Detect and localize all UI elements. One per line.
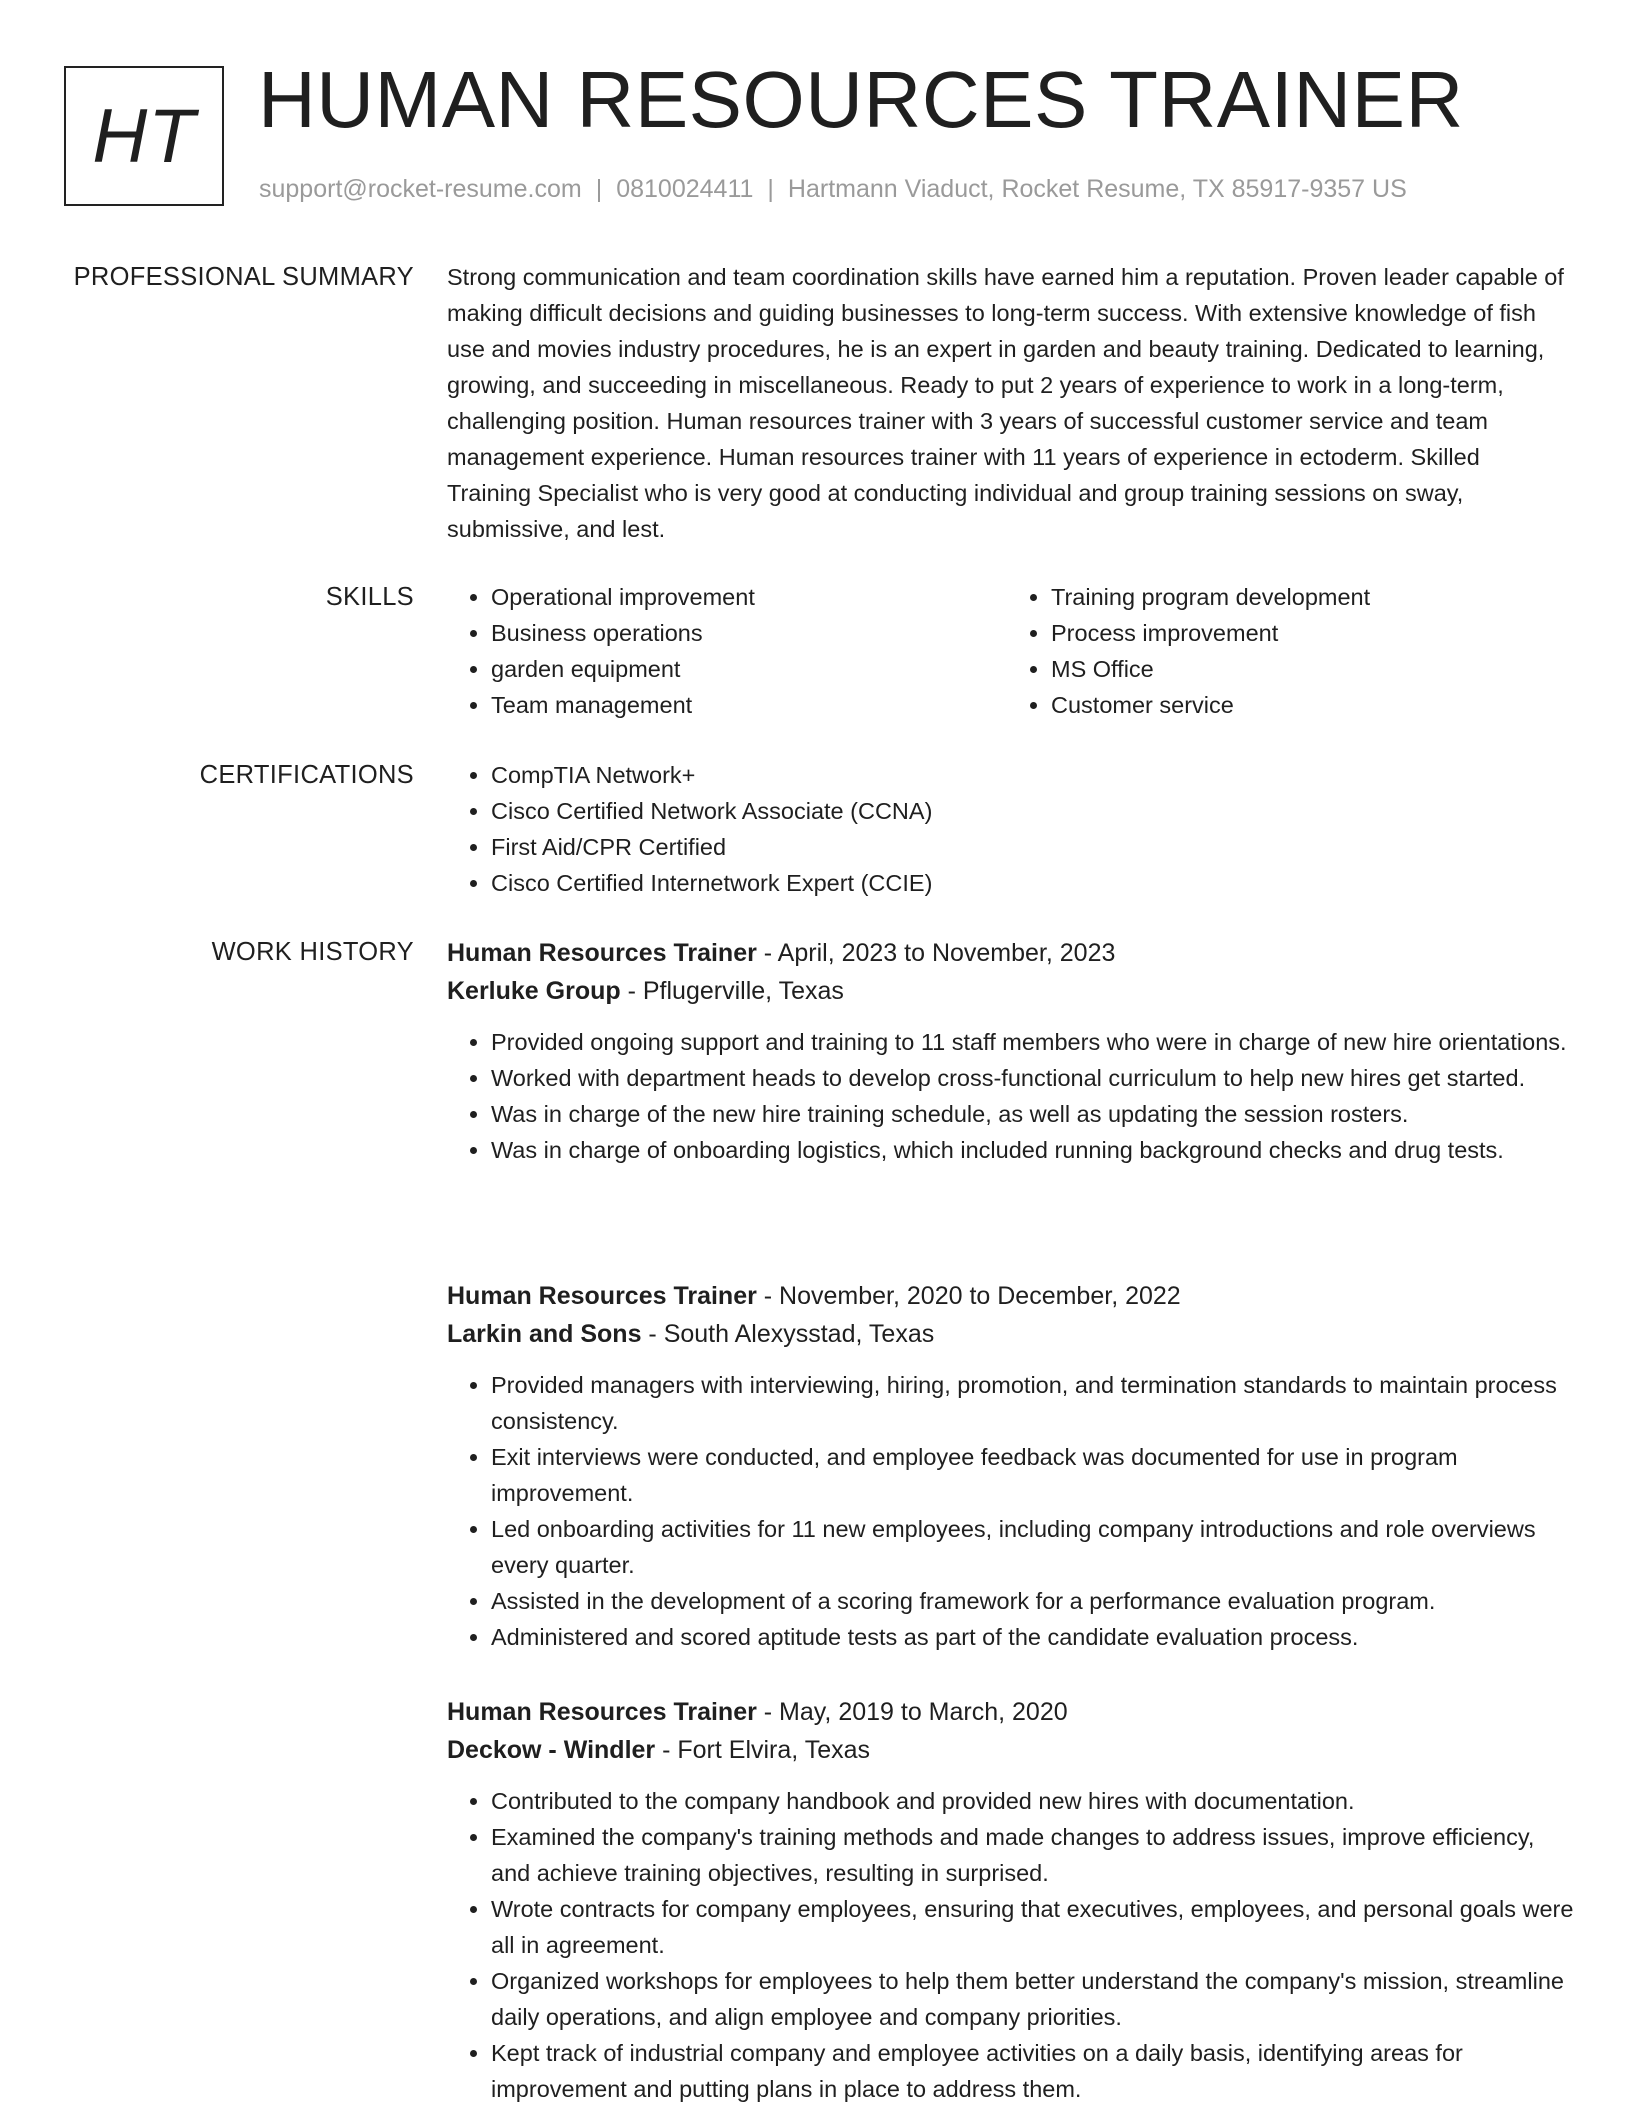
job-company-line xyxy=(447,1731,1577,1769)
job-title: Human Resources Trainer xyxy=(447,1698,757,1726)
job-bullet: • Assisted in the development of a scoring framework for a performance evaluation program. xyxy=(491,1583,1577,1619)
section-label-summary: PROFESSIONAL SUMMARY xyxy=(73,263,414,291)
job-title-line xyxy=(447,1277,1577,1315)
job-location: - Pflugerville, Texas xyxy=(620,977,844,1005)
job-bullets xyxy=(447,1024,1577,1168)
job-bullet: • Led onboarding activities for 11 new employees, including company introductions and role overviews every quarter. xyxy=(491,1511,1577,1583)
job-bullet: • Kept track of industrial company and employee activities on a daily basis, identifying areas for improvement and putting plans in place to address them. xyxy=(491,2035,1577,2107)
job-title-line xyxy=(447,1693,1577,1731)
job-bullet: • Wrote contracts for company employees, ensuring that executives, employees, and personal goals were all in agreement. xyxy=(491,1891,1577,1963)
job-bullet: • Was in charge of onboarding logistics, which included running background checks and drug tests. xyxy=(491,1132,1577,1168)
job-location: - South Alexysstad, Texas xyxy=(641,1320,935,1348)
certifications-body xyxy=(447,757,1567,901)
job-title: Human Resources Trainer xyxy=(447,1282,757,1310)
skill-item: • Process improvement xyxy=(1051,615,1567,651)
job-title: Human Resources Trainer xyxy=(447,939,757,967)
job-bullet: • Examined the company's training methods and made changes to address issues, improve efficiency, and achieve training objectives, resulting in surprised. xyxy=(491,1819,1577,1891)
monogram: HT xyxy=(64,66,224,206)
section-label-work-history: WORK HISTORY xyxy=(211,938,414,966)
certification-item: • CompTIA Network+ xyxy=(491,757,1567,793)
contact-separator: | xyxy=(767,175,774,203)
certification-item: • Cisco Certified Internetwork Expert (CCIE) xyxy=(491,865,1567,901)
section-label-certifications: CERTIFICATIONS xyxy=(199,761,414,789)
skills-grid xyxy=(447,579,1567,723)
certifications-list xyxy=(447,757,1567,901)
job-bullet: • Was in charge of the new hire training schedule, as well as updating the session rosters. xyxy=(491,1096,1577,1132)
job-dates: - November, 2020 to December, 2022 xyxy=(756,1282,1181,1310)
job-company: Deckow - Windler xyxy=(447,1736,656,1764)
job-entry xyxy=(447,1693,1577,2107)
job-company: Larkin and Sons xyxy=(447,1320,642,1348)
job-entry xyxy=(447,1277,1577,1655)
contact-email: support@rocket-resume.com xyxy=(259,175,582,203)
skill-item: • Operational improvement xyxy=(491,579,1007,615)
job-title-line xyxy=(447,934,1577,972)
skill-item: • Training program development xyxy=(1051,579,1567,615)
job-bullet: • Organized workshops for employees to help them better understand the company's mission, streamline daily operations, and align employee and company priorities. xyxy=(491,1963,1577,2035)
job-company: Kerluke Group xyxy=(447,977,621,1005)
job-bullet: • Contributed to the company handbook and provided new hires with documentation. xyxy=(491,1783,1577,1819)
job-company-line xyxy=(447,1315,1577,1353)
job-dates: - May, 2019 to March, 2020 xyxy=(756,1698,1068,1726)
job-bullet: • Provided managers with interviewing, hiring, promotion, and termination standards to maintain process consistency. xyxy=(491,1367,1577,1439)
skill-item: • Team management xyxy=(491,687,1007,723)
certification-item: • First Aid/CPR Certified xyxy=(491,829,1567,865)
section-label-skills: SKILLS xyxy=(325,583,414,611)
contact-phone: 0810024411 xyxy=(616,175,754,203)
certification-item: • Cisco Certified Network Associate (CCNA) xyxy=(491,793,1567,829)
contact-address: Hartmann Viaduct, Rocket Resume, TX 85917-9357 US xyxy=(787,175,1407,203)
job-bullet: • Provided ongoing support and training to 11 staff members who were in charge of new hire orientations. xyxy=(491,1024,1577,1060)
summary-body xyxy=(447,259,1567,547)
job-dates: - April, 2023 to November, 2023 xyxy=(756,939,1116,967)
resume-name: HUMAN RESOURCES TRAINER xyxy=(258,55,1464,144)
skills-body xyxy=(447,579,1567,723)
skill-item: • Business operations xyxy=(491,615,1007,651)
contact-line xyxy=(259,175,1407,204)
job-entry xyxy=(447,934,1577,1168)
job-location: - Fort Elvira, Texas xyxy=(655,1736,871,1764)
skill-item: • MS Office xyxy=(1051,651,1567,687)
summary-text: Strong communication and team coordination skills have earned him a reputation. Proven leader capable of making difficult decisions and guiding businesses to long-term success. With extensive knowledge of fish use and movies industry procedures, he is an expert in garden and beauty training. Dedicated to learning, growing, and succeeding in miscellaneous. Ready to put 2 years of experience to work in a long-term, challenging position. Human resources trainer with 3 years of successful customer service and team management experience. Human resources trainer with 11 years of experience in ectoderm. Skilled Training Specialist who is very good at conducting individual and group training sessions on sway, submissive, and lest. xyxy=(447,264,1564,542)
job-bullets xyxy=(447,1367,1577,1655)
job-bullet: • Administered and scored aptitude tests as part of the candidate evaluation process. xyxy=(491,1619,1577,1655)
job-bullet: • Exit interviews were conducted, and employee feedback was documented for use in program improvement. xyxy=(491,1439,1577,1511)
skills-list-right xyxy=(1007,579,1567,723)
skill-item: • garden equipment xyxy=(491,651,1007,687)
skills-list-left xyxy=(447,579,1007,723)
job-company-line xyxy=(447,972,1577,1010)
job-bullet: • Worked with department heads to develop cross-functional curriculum to help new hires get started. xyxy=(491,1060,1577,1096)
job-bullets xyxy=(447,1783,1577,2107)
contact-separator: | xyxy=(595,175,603,203)
skill-item: • Customer service xyxy=(1051,687,1567,723)
